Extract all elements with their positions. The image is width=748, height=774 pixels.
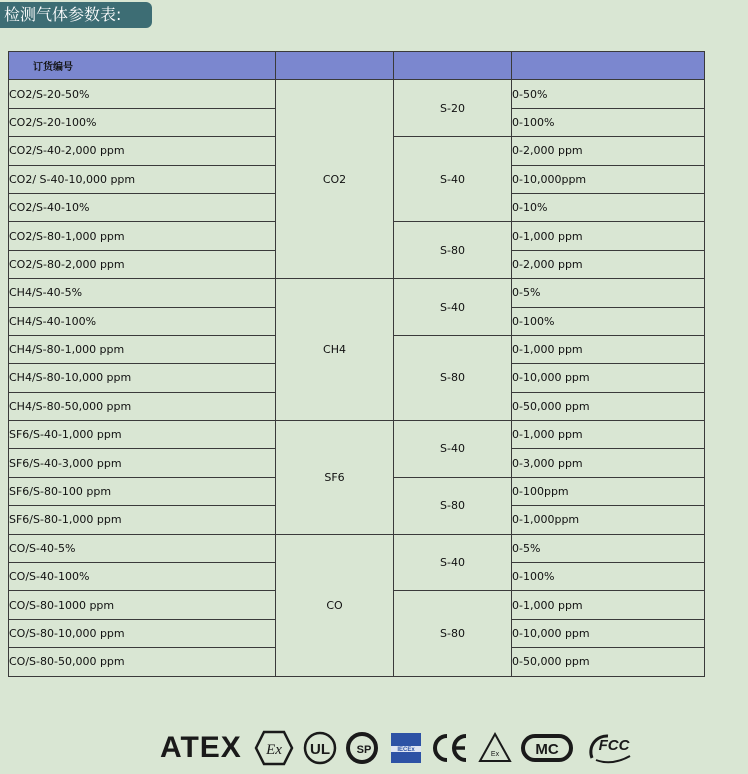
order-number-cell: CH4/S-80-50,000 ppm — [9, 392, 276, 420]
range-cell: 0-5% — [512, 279, 705, 307]
header-empty-gas — [276, 52, 394, 80]
table-row — [9, 421, 705, 449]
gas-cell: CO2 — [276, 80, 394, 279]
range-cell: 0-100% — [512, 108, 705, 136]
order-number-cell: CH4/S-80-1,000 ppm — [9, 335, 276, 363]
gas-cell: CH4 — [276, 279, 394, 421]
order-number-cell: CO2/S-40-2,000 ppm — [9, 137, 276, 165]
order-number-cell: CO/S-40-5% — [9, 534, 276, 562]
svg-text:SP: SP — [356, 744, 372, 756]
order-number-cell: CO2/S-20-100% — [9, 108, 276, 136]
order-number-cell: CO2/S-40-10% — [9, 193, 276, 221]
svg-text:FCC: FCC — [598, 737, 630, 754]
header-empty-model — [394, 52, 512, 80]
fcc-logo — [582, 730, 636, 766]
range-cell: 0-1,000 ppm — [512, 335, 705, 363]
range-cell: 0-2,000 ppm — [512, 137, 705, 165]
range-cell: 0-2,000 ppm — [512, 250, 705, 278]
page-title: 检测气体参数表: — [0, 2, 152, 28]
order-number-cell: SF6/S-80-1,000 ppm — [9, 506, 276, 534]
order-number-cell: CO2/ S-40-10,000 ppm — [9, 165, 276, 193]
order-number-cell: CH4/S-40-100% — [9, 307, 276, 335]
model-cell: S-40 — [394, 421, 512, 478]
range-cell: 0-50,000 ppm — [512, 648, 705, 676]
order-number-cell: SF6/S-40-1,000 ppm — [9, 421, 276, 449]
csa-logo — [346, 730, 382, 766]
order-number-cell: CH4/S-80-10,000 ppm — [9, 364, 276, 392]
table-header-row — [9, 52, 705, 80]
table-row — [9, 279, 705, 307]
ex-hexagon-logo — [254, 730, 294, 766]
model-cell: S-80 — [394, 222, 512, 279]
order-number-cell: CO/S-80-1000 ppm — [9, 591, 276, 619]
certification-logos — [160, 728, 636, 768]
mc-logo — [520, 731, 574, 765]
range-cell: 0-100% — [512, 563, 705, 591]
range-cell: 0-1,000 ppm — [512, 421, 705, 449]
ul-logo — [302, 730, 338, 766]
range-cell: 0-1,000 ppm — [512, 222, 705, 250]
order-number-cell: CO/S-80-10,000 ppm — [9, 619, 276, 647]
range-cell: 0-10,000 ppm — [512, 619, 705, 647]
model-cell: S-20 — [394, 80, 512, 137]
model-cell: S-80 — [394, 477, 512, 534]
warning-triangle-icon — [478, 731, 512, 765]
order-number-cell: CO2/S-80-1,000 ppm — [9, 222, 276, 250]
model-cell: S-40 — [394, 279, 512, 336]
model-cell: S-40 — [394, 534, 512, 591]
order-number-cell: SF6/S-40-3,000 ppm — [9, 449, 276, 477]
svg-text:Ex: Ex — [265, 742, 282, 758]
atex-logo: ATEX — [160, 731, 242, 764]
gas-cell: SF6 — [276, 421, 394, 535]
range-cell: 0-10,000 ppm — [512, 364, 705, 392]
range-cell: 0-10% — [512, 193, 705, 221]
svg-text:MC: MC — [535, 741, 559, 758]
gas-parameter-table — [8, 51, 705, 677]
model-cell: S-80 — [394, 591, 512, 676]
range-cell: 0-1,000 ppm — [512, 591, 705, 619]
order-number-cell: CO/S-80-50,000 ppm — [9, 648, 276, 676]
order-number-cell: CO2/S-80-2,000 ppm — [9, 250, 276, 278]
svg-text:UL: UL — [309, 741, 330, 758]
header-empty-range — [512, 52, 705, 80]
range-cell: 0-3,000 ppm — [512, 449, 705, 477]
ce-logo — [430, 730, 470, 766]
gas-cell: CO — [276, 534, 394, 676]
table-row — [9, 80, 705, 108]
range-cell: 0-100% — [512, 307, 705, 335]
iecex-logo — [390, 732, 422, 764]
range-cell: 0-5% — [512, 534, 705, 562]
range-cell: 0-100ppm — [512, 477, 705, 505]
range-cell: 0-50,000 ppm — [512, 392, 705, 420]
range-cell: 0-1,000ppm — [512, 506, 705, 534]
svg-text:Ex: Ex — [490, 751, 499, 758]
order-number-cell: SF6/S-80-100 ppm — [9, 477, 276, 505]
order-number-cell: CO2/S-20-50% — [9, 80, 276, 108]
header-order-number: 订货编号 — [9, 52, 276, 80]
svg-text:IECEx: IECEx — [397, 747, 415, 753]
order-number-cell: CO/S-40-100% — [9, 563, 276, 591]
range-cell: 0-10,000ppm — [512, 165, 705, 193]
order-number-cell: CH4/S-40-5% — [9, 279, 276, 307]
table-row — [9, 534, 705, 562]
range-cell: 0-50% — [512, 80, 705, 108]
model-cell: S-40 — [394, 137, 512, 222]
model-cell: S-80 — [394, 335, 512, 420]
